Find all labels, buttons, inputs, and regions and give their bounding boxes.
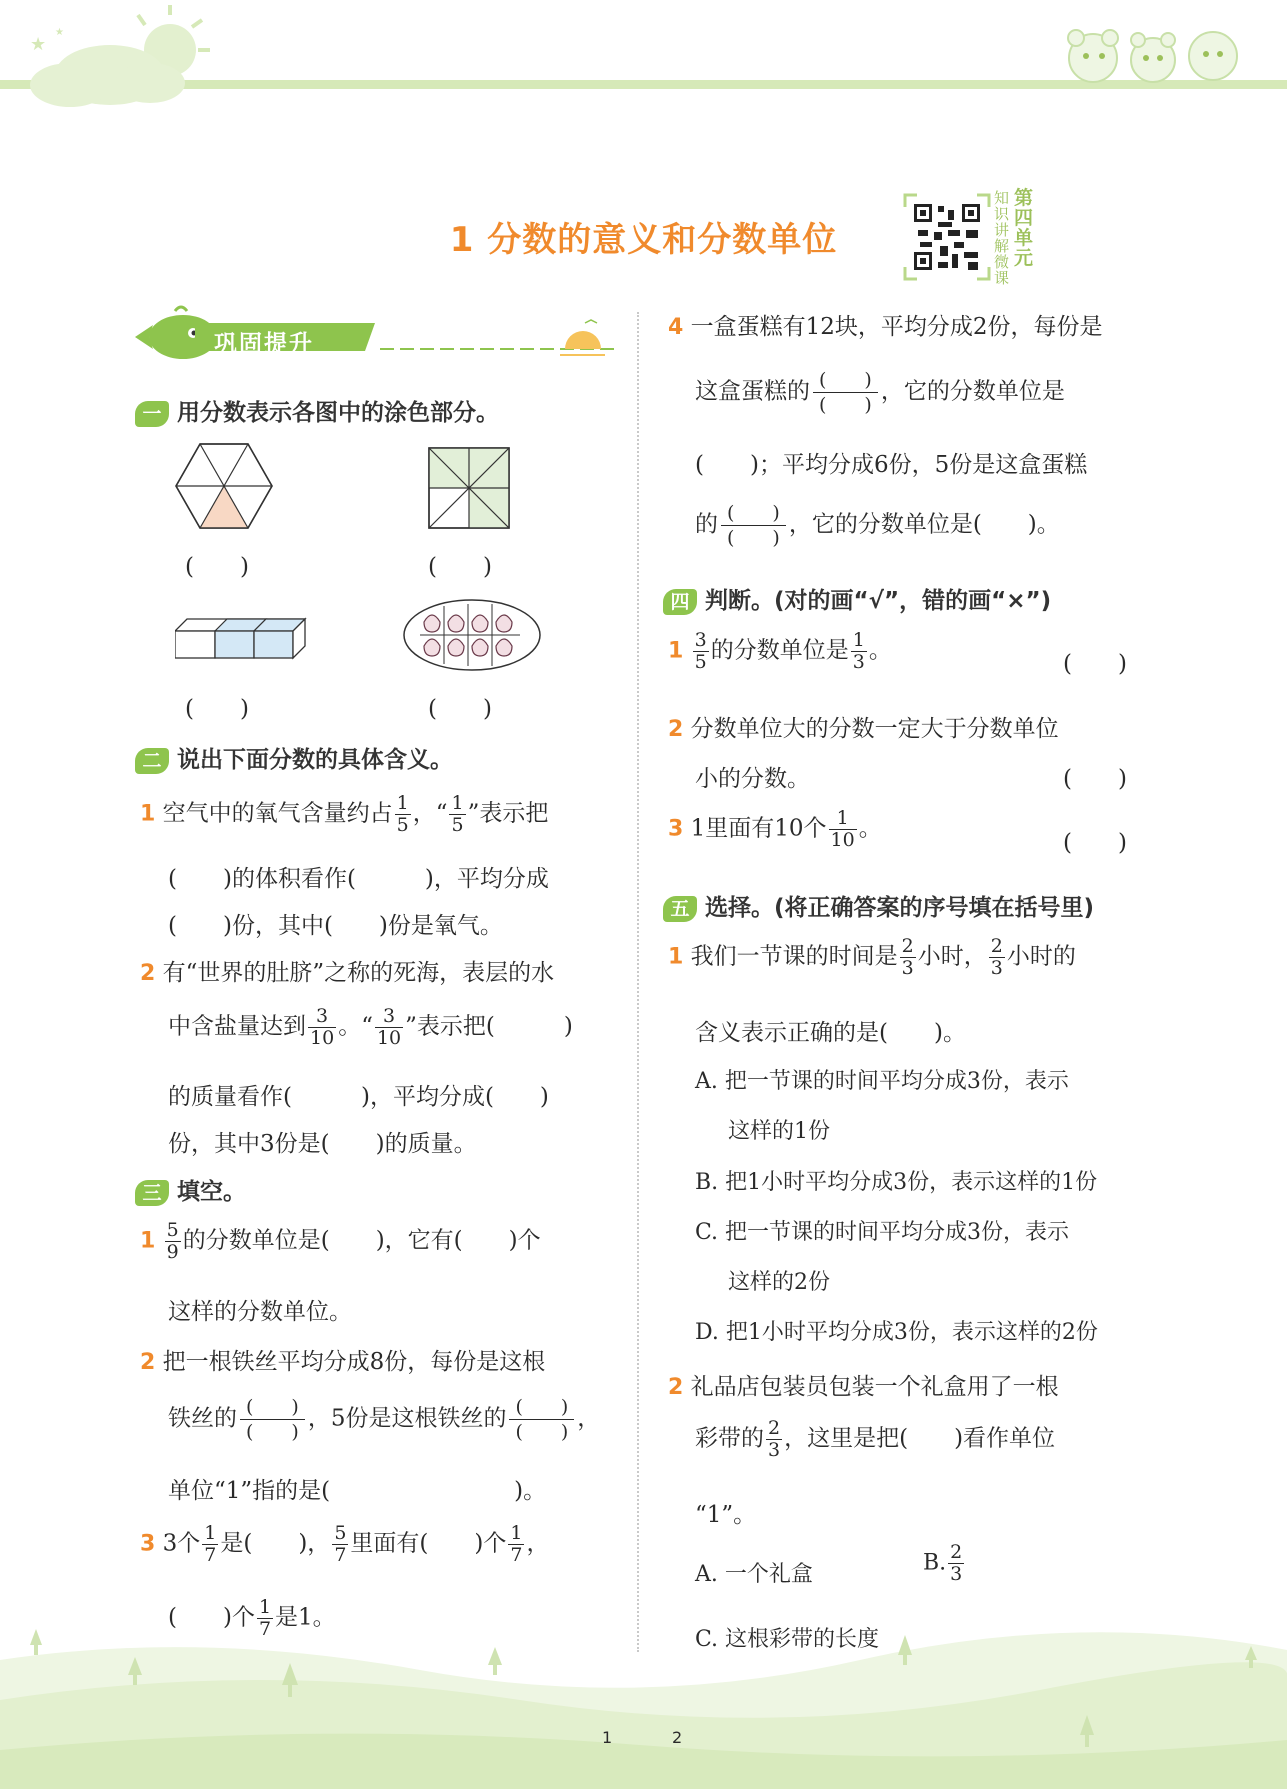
fraction — [508, 1523, 524, 1566]
answer-line[interactable]: ( )；平均分成6份，5份是这盒蛋糕 — [695, 452, 1088, 478]
peaches-figure — [402, 598, 542, 672]
judgment-blank[interactable]: ( ) — [1063, 651, 1127, 677]
question-text: 。“ — [338, 1013, 373, 1040]
hexagon-figure — [174, 442, 274, 530]
numerator: 1 — [510, 1522, 523, 1544]
section-badge: 四 — [663, 589, 697, 615]
qr-text-col1: 知识讲解微课 — [994, 189, 1010, 287]
question-text: 中含盐量达到 — [168, 1013, 306, 1040]
question-text: ，5份是这根铁丝的 — [307, 1405, 507, 1432]
answer-line[interactable]: 单位“1”指的是( )。 — [168, 1478, 547, 1504]
judgment-blank[interactable]: ( ) — [1063, 830, 1127, 856]
question-3-2 — [140, 1343, 545, 1376]
animal-faces-icon — [1058, 20, 1248, 85]
question-text: 我们一节课的时间是 — [690, 943, 898, 970]
judgment-blank[interactable]: ( ) — [1063, 766, 1127, 792]
question-text: 小时的 — [1006, 943, 1076, 970]
cuboid-figure — [175, 617, 307, 661]
answer-line[interactable] — [695, 368, 1065, 417]
denominator-blank[interactable]: ( ) — [515, 1421, 569, 1443]
question-text: 这盒蛋糕的 — [695, 378, 810, 405]
numerator-blank[interactable]: ( ) — [240, 1395, 305, 1420]
page-number-right: 2 — [672, 1728, 683, 1747]
denominator: 3 — [990, 957, 1003, 979]
question-number: 1 — [668, 638, 684, 664]
question-2-1 — [140, 793, 548, 836]
blank-fraction — [813, 368, 878, 417]
section-2-heading — [135, 741, 453, 774]
question-4-3 — [668, 808, 882, 851]
question-text: ”表示把( ) — [405, 1013, 573, 1040]
fraction — [375, 1006, 403, 1049]
section-title: 选择。(将正确答案的序号填在括号里) — [705, 895, 1095, 921]
question-text: 的 — [695, 511, 718, 538]
answer-blank[interactable]: ( ) — [428, 696, 492, 722]
question-2-2 — [140, 954, 554, 987]
answer-line[interactable]: ( )的体积看作( )，平均分成 — [168, 866, 549, 892]
question-text: 铁丝的 — [168, 1405, 237, 1432]
denominator-blank[interactable]: ( ) — [246, 1421, 299, 1443]
question-text: 把一根铁丝平均分成8份，每份是这根 — [162, 1349, 546, 1375]
denominator: 5 — [451, 814, 464, 836]
question-text: 小时， — [917, 943, 987, 970]
denominator: 7 — [510, 1544, 523, 1566]
answer-line[interactable] — [695, 501, 1060, 550]
qr-text-col2: 第四单元 — [1014, 187, 1034, 269]
answer-blank[interactable]: ( ) — [185, 696, 249, 722]
question-4-1 — [668, 630, 892, 673]
question-text: ( )个 — [168, 1604, 255, 1631]
question-text: ，“ — [412, 800, 448, 827]
answer-blank[interactable]: ( ) — [185, 554, 249, 580]
answer-line[interactable]: ( )份，其中( )份是氧气。 — [168, 913, 503, 939]
question-5-2 — [668, 1368, 1059, 1401]
option-a[interactable]: A. 把一节课的时间平均分成3份，表示 — [695, 1069, 1069, 1094]
option-a[interactable]: A. 一个礼盒 — [695, 1562, 813, 1587]
question-text: ，这里是把( )看作单位 — [784, 1425, 1056, 1452]
fish-banner-icon — [135, 305, 615, 365]
numerator: 1 — [204, 1522, 217, 1544]
question-text: 是( )， — [220, 1530, 331, 1557]
answer-line[interactable] — [695, 1418, 1055, 1461]
question-4-2 — [668, 710, 1059, 743]
question-text: 小的分数。 — [695, 766, 810, 792]
question-text: “1”。 — [695, 1502, 757, 1528]
question-text: 1里面有10个 — [690, 815, 827, 842]
numerator: 1 — [451, 792, 464, 814]
denominator: 9 — [166, 1241, 179, 1263]
question-3-3[interactable] — [140, 1523, 549, 1566]
question-number: 1 — [140, 801, 156, 827]
question-text: ，它的分数单位是 — [880, 378, 1065, 405]
qr-frame — [903, 193, 991, 281]
option-c-cont: 这样的2份 — [728, 1270, 830, 1295]
numerator: 2 — [990, 935, 1003, 957]
option-d[interactable]: D. 把1小时平均分成3份，表示这样的2份 — [695, 1320, 1098, 1345]
numerator: 3 — [308, 1006, 336, 1028]
denominator: 10 — [310, 1027, 335, 1049]
question-text: ”表示把 — [467, 800, 549, 827]
question-text: 一盒蛋糕有12块，平均分成2份，每份是 — [690, 314, 1103, 340]
denominator: 7 — [334, 1544, 347, 1566]
denominator-blank[interactable]: ( ) — [727, 527, 780, 549]
question-number: 1 — [140, 1228, 156, 1254]
answer-line[interactable]: 的质量看作( )，平均分成( ) — [168, 1084, 549, 1110]
denominator: 10 — [376, 1027, 402, 1049]
numerator: 1 — [829, 808, 857, 830]
question-text: 这样的分数单位。 — [168, 1299, 352, 1325]
question-text: 的分数单位是( )，它有( )个 — [182, 1227, 541, 1254]
question-3-1[interactable] — [140, 1220, 541, 1263]
question-text: ， — [577, 1405, 601, 1432]
option-b[interactable]: B. 把1小时平均分成3份，表示这样的1份 — [695, 1170, 1098, 1195]
question-number: 2 — [140, 961, 156, 986]
denominator: 3 — [852, 651, 865, 673]
section-badge: 五 — [663, 896, 697, 922]
question-text: 彩带的 — [695, 1425, 764, 1452]
numerator: 1 — [852, 629, 865, 651]
svg-text:★: ★ — [55, 27, 64, 38]
blank-fraction — [721, 501, 786, 550]
question-text: 空气中的氧气含量约占 — [162, 800, 393, 827]
denominator: 5 — [694, 651, 707, 673]
question-number: 2 — [668, 717, 684, 742]
section-badge: 一 — [135, 401, 169, 427]
numerator: 5 — [334, 1522, 347, 1544]
numerator: 2 — [950, 1541, 963, 1563]
section-title: 填空。 — [177, 1179, 246, 1205]
column-divider — [637, 312, 639, 1652]
denominator: 5 — [396, 814, 409, 836]
question-text: 的分数单位是 — [710, 637, 849, 664]
square-figure — [428, 447, 510, 529]
fraction — [395, 793, 411, 836]
fraction — [332, 1523, 348, 1566]
numerator: 3 — [375, 1006, 403, 1028]
numerator-blank[interactable]: ( ) — [509, 1395, 574, 1420]
banner-label: 巩固提升 — [214, 331, 314, 357]
section-title: 判断。(对的画“√”，错的画“×”) — [705, 588, 1052, 614]
question-text: 有“世界的肚脐”之称的死海，表层的水 — [162, 960, 555, 986]
question-number: 4 — [668, 315, 684, 340]
question-text: 是1。 — [275, 1604, 336, 1631]
numerator-blank[interactable]: ( ) — [721, 501, 786, 526]
question-number: 1 — [668, 944, 684, 970]
section-4-heading — [663, 582, 1051, 615]
section-title: 说出下面分数的具体含义。 — [177, 747, 453, 773]
section-5-heading — [663, 889, 1094, 922]
fraction — [202, 1523, 218, 1566]
denominator: 7 — [258, 1618, 272, 1640]
fraction — [693, 630, 709, 673]
question-number: 2 — [668, 1375, 684, 1400]
fraction — [449, 793, 465, 836]
hills-decoration — [0, 1620, 1287, 1789]
section-1-heading — [135, 394, 499, 427]
fraction — [948, 1542, 964, 1585]
fraction — [851, 630, 867, 673]
answer-line[interactable]: 份，其中3份是( )的质量。 — [168, 1131, 477, 1157]
question-5-1 — [668, 936, 1076, 979]
question-text: 。 — [858, 815, 882, 842]
denominator: 3 — [950, 1563, 963, 1585]
blank-fraction — [240, 1395, 305, 1444]
page-title: 1 分数的意义和分数单位 — [449, 220, 838, 260]
section-badge: 三 — [135, 1180, 169, 1206]
denominator: 10 — [830, 829, 855, 851]
denominator: 7 — [204, 1544, 217, 1566]
question-text: ， — [526, 1530, 550, 1557]
option-a-cont: 这样的1份 — [728, 1119, 830, 1144]
sun-cloud-icon — [10, 5, 210, 115]
section-title: 用分数表示各图中的涂色部分。 — [177, 400, 499, 426]
numerator: 5 — [166, 1219, 179, 1241]
answer-line[interactable] — [168, 1006, 573, 1049]
numerator: 1 — [258, 1596, 272, 1618]
fraction — [165, 1220, 181, 1263]
denominator: 3 — [768, 1439, 781, 1461]
numerator-blank[interactable]: ( ) — [813, 368, 878, 393]
question-text: 。 — [868, 637, 892, 664]
svg-text:★: ★ — [30, 34, 47, 55]
question-number: 3 — [668, 816, 684, 842]
question-number: 2 — [140, 1350, 156, 1375]
question-number: 3 — [140, 1531, 156, 1557]
question-text: 礼品店包装员包装一个礼盒用了一根 — [690, 1374, 1059, 1400]
answer-line[interactable] — [168, 1395, 600, 1444]
fraction — [829, 808, 857, 851]
denominator-blank[interactable]: ( ) — [819, 394, 872, 416]
option-c[interactable]: C. 把一节课的时间平均分成3份，表示 — [695, 1220, 1070, 1245]
section-badge: 二 — [135, 748, 169, 774]
option-c[interactable]: C. 这根彩带的长度 — [695, 1627, 880, 1652]
numerator: 2 — [768, 1417, 781, 1439]
section-3-heading — [135, 1173, 246, 1206]
numerator: 3 — [694, 629, 707, 651]
fraction — [900, 936, 916, 979]
fraction — [766, 1418, 782, 1461]
answer-blank[interactable]: ( ) — [428, 554, 492, 580]
fraction — [308, 1006, 336, 1049]
option-label: B. — [923, 1550, 947, 1576]
page-number-left: 1 — [602, 1728, 613, 1747]
question-text: 里面有( )个 — [350, 1530, 507, 1557]
blank-fraction — [509, 1395, 574, 1444]
question-text: ，它的分数单位是( )。 — [788, 511, 1060, 538]
numerator: 1 — [396, 792, 409, 814]
answer-line[interactable]: 含义表示正确的是( )。 — [695, 1020, 966, 1046]
option-b[interactable] — [923, 1542, 966, 1585]
denominator: 3 — [901, 957, 914, 979]
fraction — [989, 936, 1005, 979]
question-3-4 — [668, 308, 1103, 341]
numerator: 2 — [901, 935, 914, 957]
question-text: 分数单位大的分数一定大于分数单位 — [690, 716, 1059, 742]
question-text: 3个 — [162, 1530, 201, 1557]
